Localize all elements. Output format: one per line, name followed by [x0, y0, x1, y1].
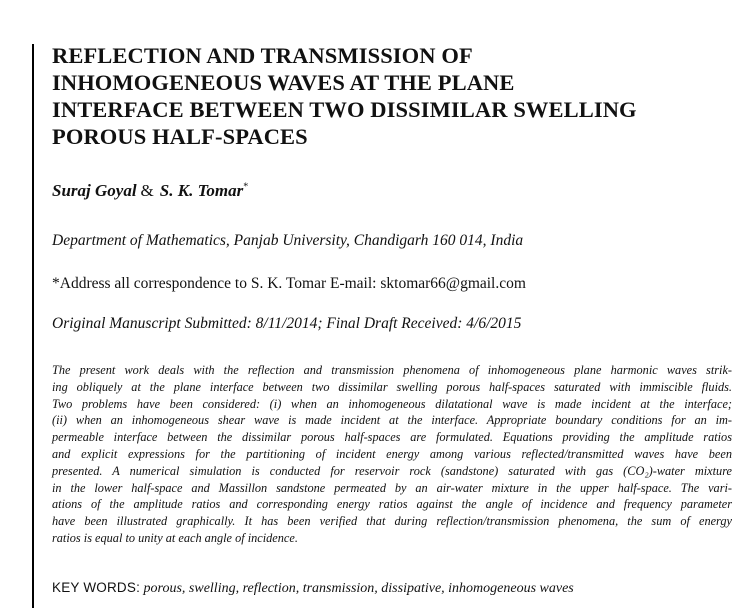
abstract-line: ratios is equal to unity at each angle of incidence.	[52, 530, 298, 545]
abstract-line: ing obliquely at the plane interface between two dissimilar swelling porous half-spaces saturated with immiscible fluids.	[52, 379, 732, 394]
abstract-line: The present work deals with the reflection and transmission phenomena of inhomogeneous plane harmonic waves strik-	[52, 363, 732, 377]
abstract-line: permeable interface between the dissimilar porous half-spaces are formulated. Equations providing the amplitude ratios	[52, 430, 732, 445]
abstract	[52, 362, 732, 547]
abstract-line: and explicit expressions for the partitioning of incident energy among various reflected/transmitted waves have been	[52, 446, 732, 461]
abstract-line: (ii) when an inhomogeneous shear wave is made incident at the interface. Appropriate boundary conditions for an im-	[52, 413, 732, 428]
manuscript-dates: Original Manuscript Submitted: 8/11/2014; Final Draft Received: 4/6/2015	[52, 315, 522, 332]
keywords-list: porous, swelling, reflection, transmission, dissipative, inhomogeneous waves	[143, 581, 574, 596]
title-line: REFLECTION AND TRANSMISSION OF	[52, 43, 473, 68]
keywords-label: KEY WORDS:	[52, 580, 141, 595]
corresponding-author-mark: *	[243, 181, 249, 193]
correspondence-line: *Address all correspondence to S. K. Tomar E-mail: sktomar66@gmail.com	[52, 275, 526, 292]
abstract-line: have been illustrated graphically. It has been verified that during reflection/transmission phenomena, the sum of energy	[52, 514, 732, 529]
abstract-line: presented. A numerical simulation is conducted for reservoir rock (sandstone) saturated with gas (CO₂)-water mixture	[52, 463, 732, 478]
author-name: Suraj Goyal	[52, 181, 137, 200]
affiliation: Department of Mathematics, Panjab University, Chandigarh 160 014, India	[52, 232, 524, 249]
author-name: S. K. Tomar	[159, 181, 244, 200]
abstract-line: Two problems have been considered: (i) when an inhomogeneous dilatational wave is made incident at the interface;	[52, 396, 732, 411]
keywords	[52, 580, 574, 597]
left-margin-rule	[32, 44, 34, 608]
abstract-line: in the lower half-space and Massillon sandstone permeated by an air-water mixture in the upper half-space. The vari-	[52, 480, 732, 495]
paper-title	[52, 42, 732, 150]
author-list	[52, 181, 248, 201]
title-line: INTERFACE BETWEEN TWO DISSIMILAR SWELLING	[52, 97, 637, 122]
title-line: INHOMOGENEOUS WAVES AT THE PLANE	[52, 70, 515, 95]
title-line: POROUS HALF-SPACES	[52, 124, 308, 149]
abstract-line: ations of the amplitude ratios and corresponding energy ratios against the angle of incidence and frequency parameter	[52, 497, 732, 512]
author-separator: &	[140, 181, 154, 200]
